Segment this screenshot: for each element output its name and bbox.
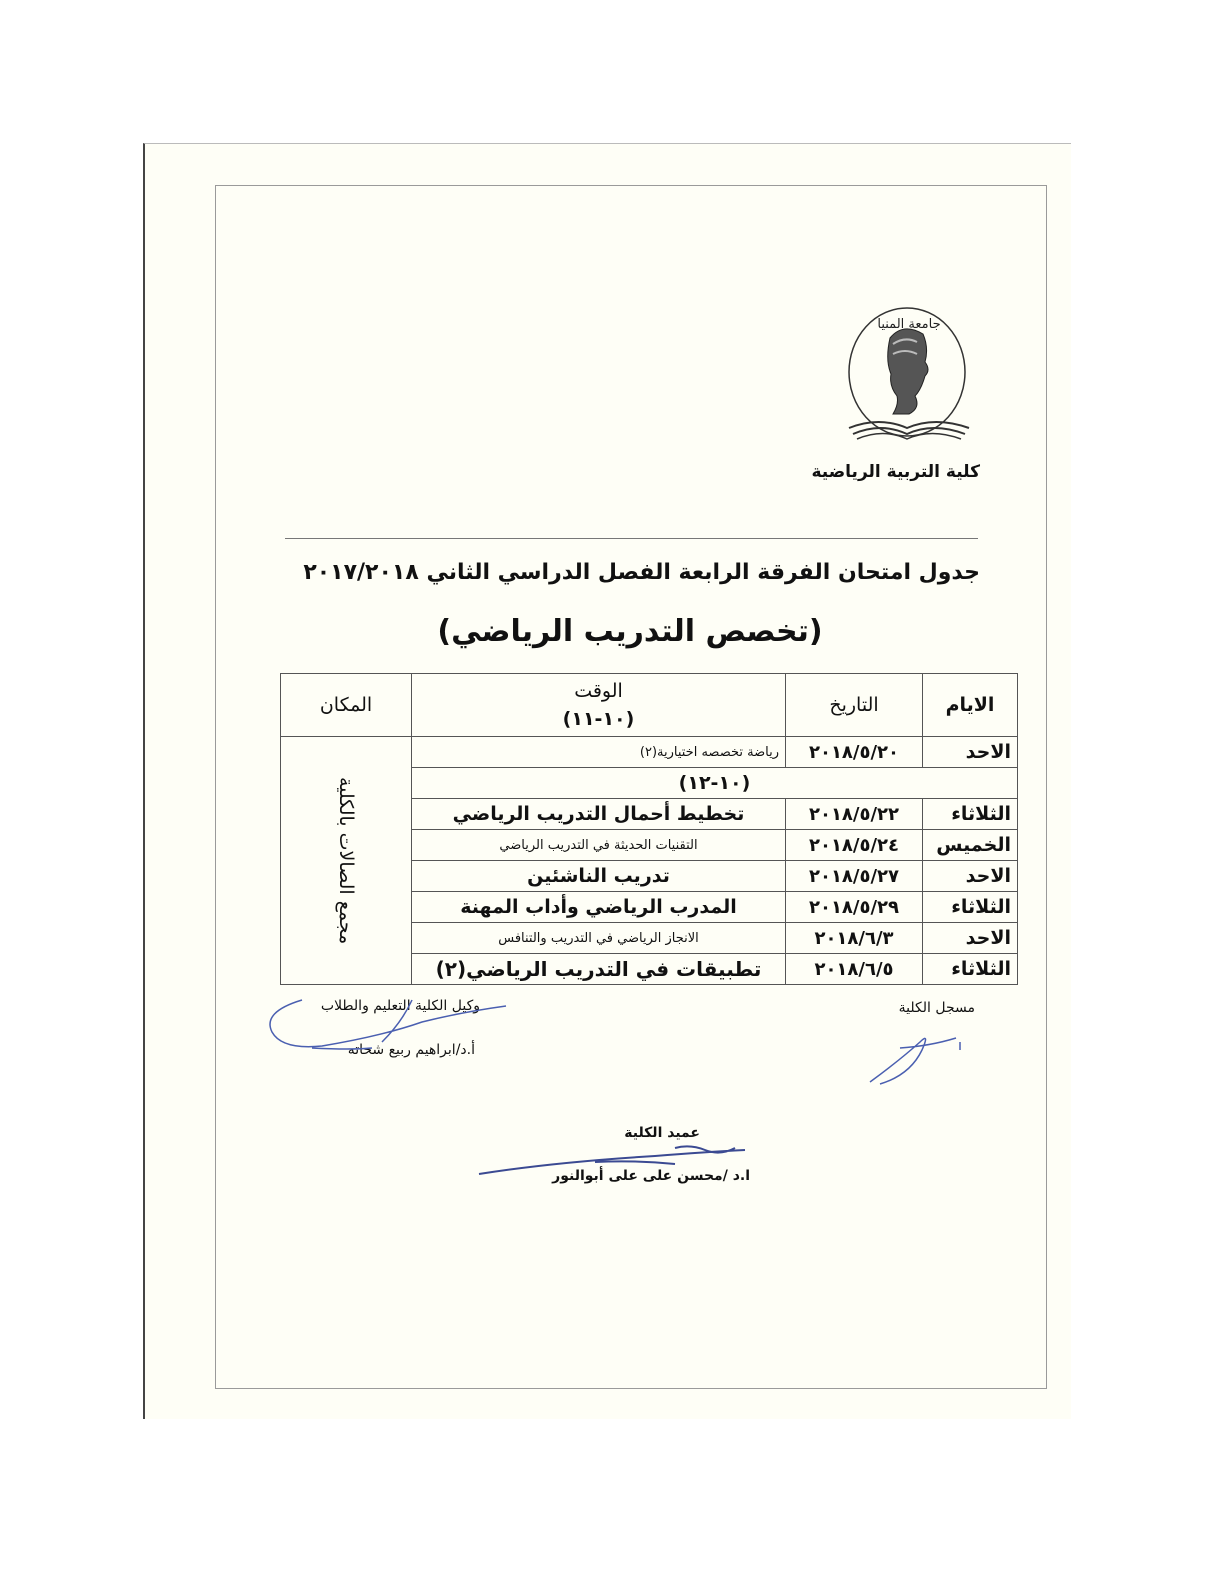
day-cell: الاحد <box>923 923 1018 954</box>
subject-cell: تدريب الناشئين <box>412 861 786 892</box>
day-cell: الثلاثاء <box>923 954 1018 985</box>
day-cell: الثلاثاء <box>923 892 1018 923</box>
vice-dean-name: أ.د/ابراهيم ربيع شحاته <box>347 1042 475 1058</box>
date-cell: ٢٠١٨/٥/٢٩ <box>786 892 923 923</box>
header-time-range: (١٠-١١) <box>562 708 635 730</box>
subject-cell: رياضة تخصصه اختيارية(٢) <box>412 737 786 768</box>
subject-cell: تطبيقات في التدريب الرياضي(٢) <box>412 954 786 985</box>
date-cell: ٢٠١٨/٥/٢٤ <box>786 830 923 861</box>
exam-schedule-table <box>280 673 1018 985</box>
dean-label: عميد الكلية <box>624 1125 700 1141</box>
page-subtitle: (تخصص التدريب الرياضي) <box>437 614 823 649</box>
table-row <box>281 737 1018 768</box>
place-text: مجمع الصالات بالكلية <box>335 776 357 945</box>
university-logo <box>845 300 975 440</box>
vice-dean-signature <box>262 992 512 1062</box>
day-cell: الخميس <box>923 830 1018 861</box>
header-time <box>412 674 786 737</box>
registrar-signature <box>860 1020 970 1090</box>
date-cell: ٢٠١٨/٦/٥ <box>786 954 923 985</box>
table-header-row <box>281 674 1018 737</box>
header-date: التاريخ <box>786 674 923 737</box>
date-cell: ٢٠١٨/٥/٢٢ <box>786 799 923 830</box>
subject-cell: المدرب الرياضي وأداب المهنة <box>412 892 786 923</box>
header-days: الايام <box>923 674 1018 737</box>
logo-text: جامعة المنيا <box>877 317 941 332</box>
day-cell: الاحد <box>923 861 1018 892</box>
subject-cell: التقنيات الحديثة في التدريب الرياضي <box>412 830 786 861</box>
vice-dean-label: وكيل الكلية التعليم والطلاب <box>320 998 480 1014</box>
college-name: كلية التربية الرياضية <box>811 462 980 482</box>
date-cell: ٢٠١٨/٦/٣ <box>786 923 923 954</box>
header-place: المكان <box>281 674 412 737</box>
dean-name: ا.د /محسن على على أبوالنور <box>552 1168 750 1184</box>
subject-cell: الانجاز الرياضي في التدريب والتنافس <box>412 923 786 954</box>
date-cell: ٢٠١٨/٥/٢٠ <box>786 737 923 768</box>
date-cell: ٢٠١٨/٥/٢٧ <box>786 861 923 892</box>
place-cell <box>281 737 412 985</box>
registrar-label: مسجل الكلية <box>898 1000 975 1016</box>
divider <box>285 538 978 539</box>
day-cell: الاحد <box>923 737 1018 768</box>
page-title: جدول امتحان الفرقة الرابعة الفصل الدراسي الثاني ٢٠١٧/٢٠١٨ <box>303 560 980 585</box>
day-cell: الثلاثاء <box>923 799 1018 830</box>
subject-cell: تخطيط أحمال التدريب الرياضي <box>412 799 786 830</box>
dean-signature <box>475 1140 755 1180</box>
header-time-label: الوقت <box>574 680 623 702</box>
time-range-cell: (١٠-١٢) <box>412 768 1018 799</box>
